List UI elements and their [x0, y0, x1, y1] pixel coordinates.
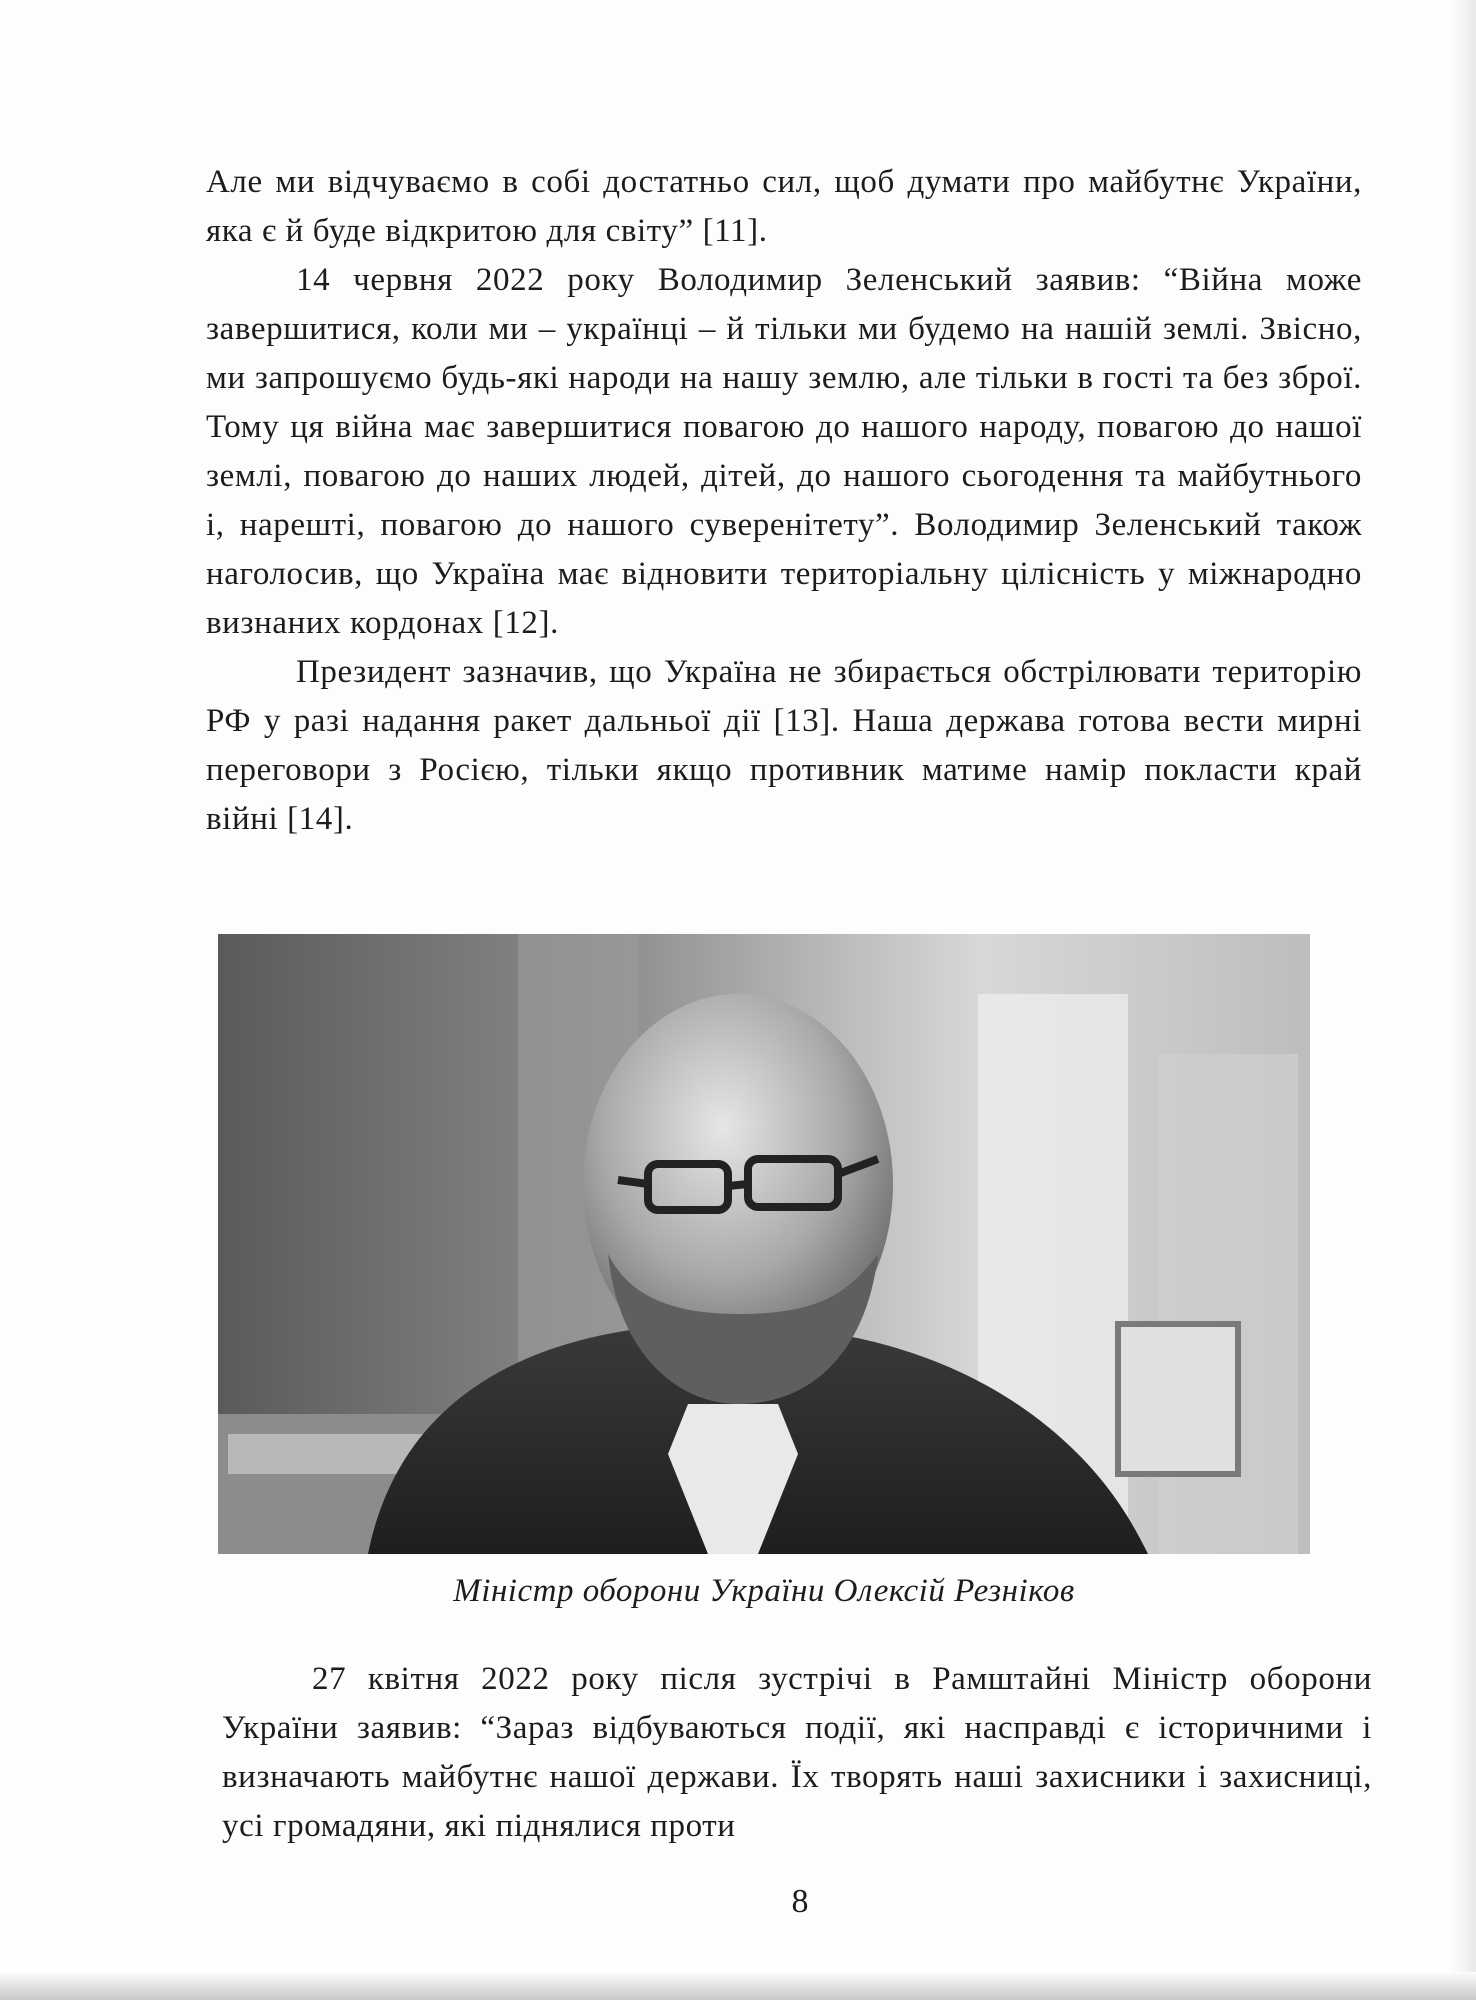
text-block-top [206, 158, 1362, 844]
paragraph-2: 14 червня 2022 року Володимир Зеленський заявив: “Війна може завершитися, коли ми – українці – й тільки ми будемо на нашій землі. Звісно, ми запрошуємо будь-які народи на нашу землю, але тільки в гості та без зброї. Тому ця війна має завершитися повагою до нашого народу, повагою до нашої землі, повагою до наших людей, дітей, до нашого сьогодення та майбутнього і, нарешті, повагою до нашого суверенітету”. Володимир Зеленський також наголосив, що Україна має відновити територіальну цілісність у міжнародно визнаних кордонах [12]. [206, 262, 1362, 641]
photo-minister [218, 934, 1310, 1554]
photo-caption: Міністр оборони України Олексій Резніков [453, 1573, 1075, 1609]
photo-illustration [218, 934, 1310, 1554]
text-block-bottom [222, 1655, 1372, 1851]
page-edge [1446, 0, 1476, 2000]
page-bottom-shadow [0, 1972, 1476, 2000]
paragraph-1: Але ми відчуваємо в собі достатньо сил, щоб думати про майбутнє України, яка є й буде відкритою для світу” [11]. [206, 164, 1362, 249]
paragraph-4: 27 квітня 2022 року після зустрічі в Рамштайні Міністр оборони України заявив: “Зараз відбуваються події, які насправді є історичними і визначають майбутнє нашої держави. Їх творять наші захисники і захисниці, усі громадяни, які піднялися проти [222, 1661, 1372, 1844]
paragraph-3: Президент зазначив, що Україна не збирається обстрілювати територію РФ у разі надання ракет дальньої дії [13]. Наша держава готова вести мирні переговори з Росією, тільки якщо противник матиме намір покласти край війні [14]. [206, 654, 1362, 837]
page-number: 8 [791, 1883, 809, 1920]
